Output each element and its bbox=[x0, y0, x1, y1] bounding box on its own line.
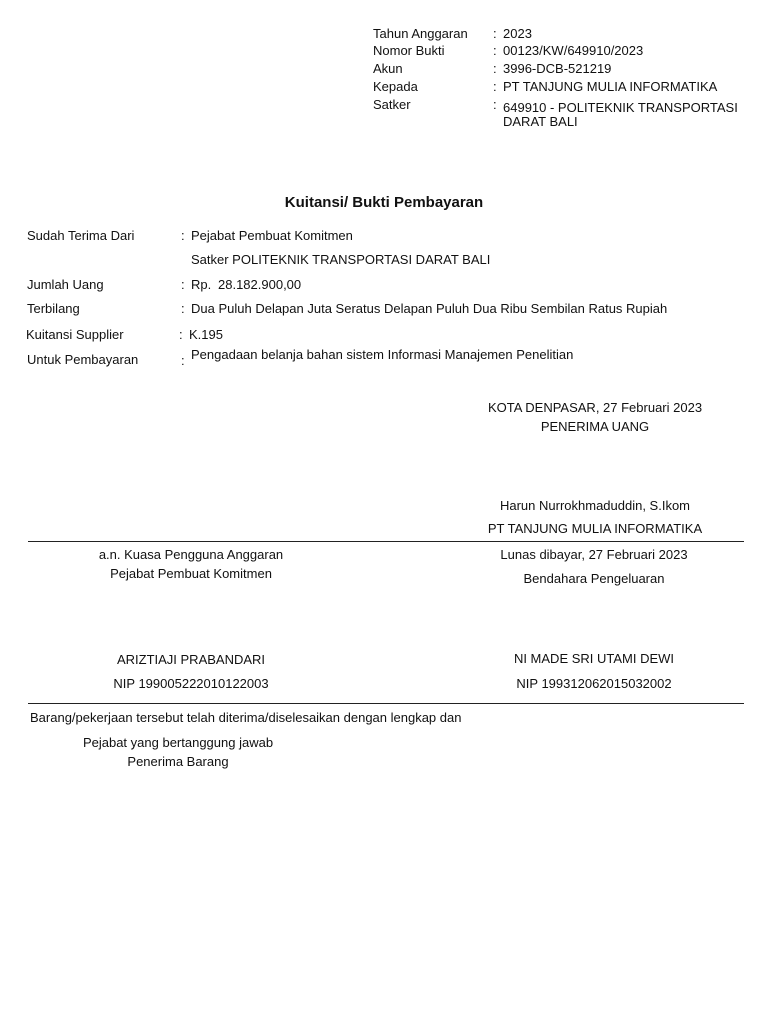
tahun-anggaran-label: Tahun Anggaran bbox=[373, 26, 468, 41]
colon: : bbox=[493, 61, 497, 76]
footer-statement: Barang/pekerjaan tersebut telah diterima/diselesaikan dengan lengkap dan bbox=[30, 710, 462, 725]
place-date: KOTA DENPASAR, 27 Februari 2023 bbox=[487, 400, 703, 415]
colon: : bbox=[493, 79, 497, 94]
satker-value-line1: 649910 - POLITEKNIK TRANSPORTASI bbox=[503, 100, 738, 115]
ppk-nip: NIP 199005222010122003 bbox=[113, 676, 269, 691]
penerima-barang-line: Penerima Barang bbox=[127, 754, 229, 769]
kpa-line: a.n. Kuasa Pengguna Anggaran bbox=[98, 547, 284, 562]
untuk-pembayaran-value: Pengadaan belanja bahan sistem Informasi Manajemen Penelitian bbox=[191, 347, 574, 362]
colon: : bbox=[181, 277, 185, 292]
colon: : bbox=[493, 26, 497, 41]
terbilang-value: Dua Puluh Delapan Juta Seratus Delapan Puluh Dua Ribu Sembilan Ratus Rupiah bbox=[191, 301, 668, 316]
jumlah-uang-value: 28.182.900,00 bbox=[218, 277, 302, 292]
akun-label: Akun bbox=[373, 61, 403, 76]
bendahara-line: Bendahara Pengeluaran bbox=[523, 571, 665, 586]
sudah-terima-dari-label: Sudah Terima Dari bbox=[27, 228, 135, 243]
kepada-value: PT TANJUNG MULIA INFORMATIKA bbox=[503, 79, 718, 94]
colon: : bbox=[179, 327, 183, 342]
penerima-uang-role: PENERIMA UANG bbox=[540, 419, 650, 434]
nomor-bukti-value: 00123/KW/649910/2023 bbox=[503, 43, 644, 58]
colon: : bbox=[181, 301, 185, 316]
receiver-company: PT TANJUNG MULIA INFORMATIKA bbox=[487, 521, 703, 536]
untuk-pembayaran-label: Untuk Pembayaran bbox=[27, 352, 139, 367]
colon: : bbox=[181, 228, 185, 243]
bendahara-name: NI MADE SRI UTAMI DEWI bbox=[513, 651, 675, 666]
colon: : bbox=[181, 353, 185, 368]
receiver-name: Harun Nurrokhmaduddin, S.Ikom bbox=[499, 498, 691, 513]
jumlah-uang-label: Jumlah Uang bbox=[27, 277, 104, 292]
divider-bottom bbox=[28, 703, 744, 704]
satker-value-line2: DARAT BALI bbox=[503, 114, 578, 129]
satker-line: Satker POLITEKNIK TRANSPORTASI DARAT BALI bbox=[191, 252, 491, 267]
kuitansi-supplier-value: K.195 bbox=[189, 327, 223, 342]
lunas-line: Lunas dibayar, 27 Februari 2023 bbox=[500, 547, 688, 562]
terbilang-label: Terbilang bbox=[27, 301, 80, 316]
pejabat-line: Pejabat yang bertanggung jawab bbox=[82, 735, 274, 750]
divider-top bbox=[28, 541, 744, 542]
sudah-terima-dari-value: Pejabat Pembuat Komitmen bbox=[191, 228, 353, 243]
satker-label: Satker bbox=[373, 97, 411, 112]
colon: : bbox=[493, 97, 497, 112]
jumlah-uang-currency: Rp. bbox=[191, 277, 212, 292]
ppk-line: Pejabat Pembuat Komitmen bbox=[110, 566, 272, 581]
bendahara-nip: NIP 199312062015032002 bbox=[516, 676, 672, 691]
kuitansi-supplier-label: Kuitansi Supplier bbox=[26, 327, 124, 342]
document-title: Kuitansi/ Bukti Pembayaran bbox=[284, 194, 484, 211]
nomor-bukti-label: Nomor Bukti bbox=[373, 43, 445, 58]
ppk-name: ARIZTIAJI PRABANDARI bbox=[116, 652, 266, 667]
kepada-label: Kepada bbox=[373, 79, 418, 94]
akun-value: 3996-DCB-521219 bbox=[503, 61, 612, 76]
tahun-anggaran-value: 2023 bbox=[503, 26, 532, 41]
colon: : bbox=[493, 43, 497, 58]
